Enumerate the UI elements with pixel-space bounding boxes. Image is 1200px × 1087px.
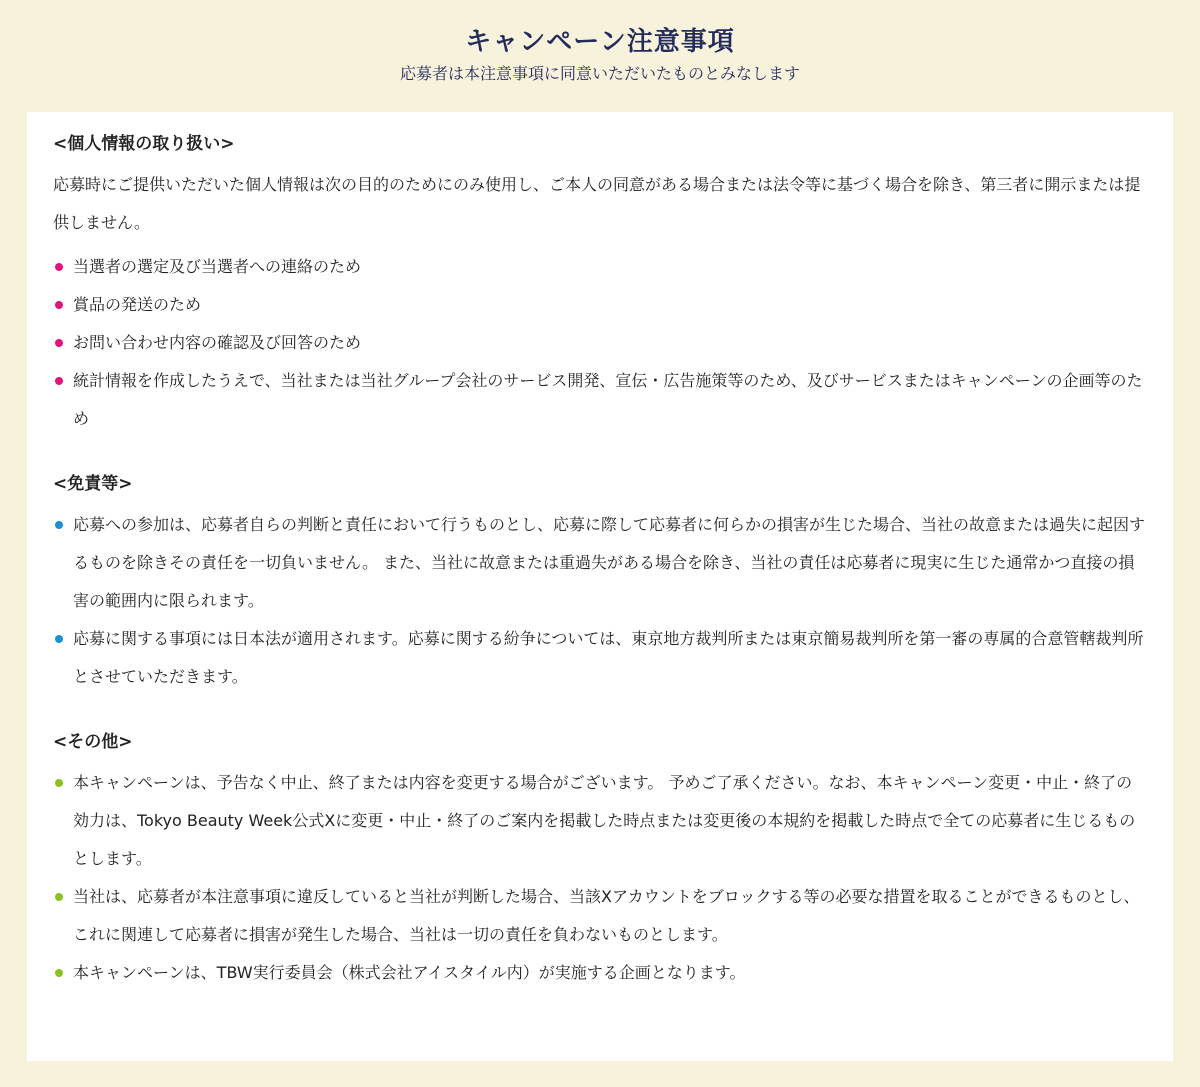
other-list [53,764,1147,992]
blue-bullet-icon [55,521,63,529]
page-header [0,0,1200,86]
list-item-text: 本キャンペーンは、予告なく中止、終了または内容を変更する場合がございます。 予めご了承ください。なお、本キャンペーン変更・中止・終了の効力は、Tokyo Beauty Week公式Xに変更・中止・終了のご案内を掲載した時点または変更後の本規約を掲載した時点で全ての応募者に生じるものとします。 [73,773,1136,868]
notice-panel [27,112,1173,1061]
list-item-text: 統計情報を作成したうえで、当社または当社グループ会社のサービス開発、宣伝・広告施策等のため、及びサービスまたはキャンペーンの企画等のため [73,371,1143,428]
page-subtitle: 応募者は本注意事項に同意いただいたものとみなします [399,64,800,83]
list-item [53,506,1147,620]
privacy-list [53,248,1147,438]
section-heading-privacy: <個人情報の取り扱い> [53,134,235,154]
list-item-text: 応募に関する事項には日本法が適用されます。応募に関する紛争については、東京地方裁判所または東京簡易裁判所を第一審の専属的合意管轄裁判所とさせていただきます。 [73,629,1144,686]
list-item-text: 賞品の発送のため [73,295,202,314]
list-item-text: 本キャンペーンは、TBW実行委員会（株式会社アイスタイル内）が実施する企画となります。 [73,963,746,982]
list-item-text: 当選者の選定及び当選者への連絡のため [73,257,362,276]
section-heading-disclaimer: <免責等> [53,474,133,494]
section-heading-other: <その他> [53,732,133,752]
privacy-section [53,132,1147,438]
green-bullet-icon [55,779,63,787]
page-title: キャンペーン注意事項 [465,27,735,57]
list-item [53,764,1147,878]
list-item [53,362,1147,438]
list-item [53,286,1147,324]
list-item [53,878,1147,954]
list-item [53,248,1147,286]
pink-bullet-icon [55,301,63,309]
pink-bullet-icon [55,263,63,271]
disclaimer-section [53,472,1147,696]
list-item [53,954,1147,992]
other-section [53,730,1147,992]
list-item-text: 応募への参加は、応募者自らの判断と責任において行うものとし、応募に際して応募者に何らかの損害が生じた場合、当社の故意または過失に起因するものを除きその責任を一切負いません。 また、当社に故意または重過失がある場合を除き、当社の責任は応募者に現実に生じた通常かつ直接の損害の範囲内に限られます。 [73,515,1146,610]
green-bullet-icon [55,893,63,901]
green-bullet-icon [55,969,63,977]
list-item [53,324,1147,362]
list-item-text: お問い合わせ内容の確認及び回答のため [73,333,362,352]
list-item-text: 当社は、応募者が本注意事項に違反していると当社が判断した場合、当該Xアカウントをブロックする等の必要な措置を取ることができるものとし、これに関連して応募者に損害が発生した場合、当社は一切の責任を負わないものとします。 [73,887,1140,944]
pink-bullet-icon [55,339,63,347]
pink-bullet-icon [55,377,63,385]
list-item [53,620,1147,696]
disclaimer-list [53,506,1147,696]
blue-bullet-icon [55,635,63,643]
privacy-intro: 応募時にご提供いただいた個人情報は次の目的のためにのみ使用し、ご本人の同意がある場合または法令等に基づく場合を除き、第三者に開示または提供しません。 [53,175,1141,232]
